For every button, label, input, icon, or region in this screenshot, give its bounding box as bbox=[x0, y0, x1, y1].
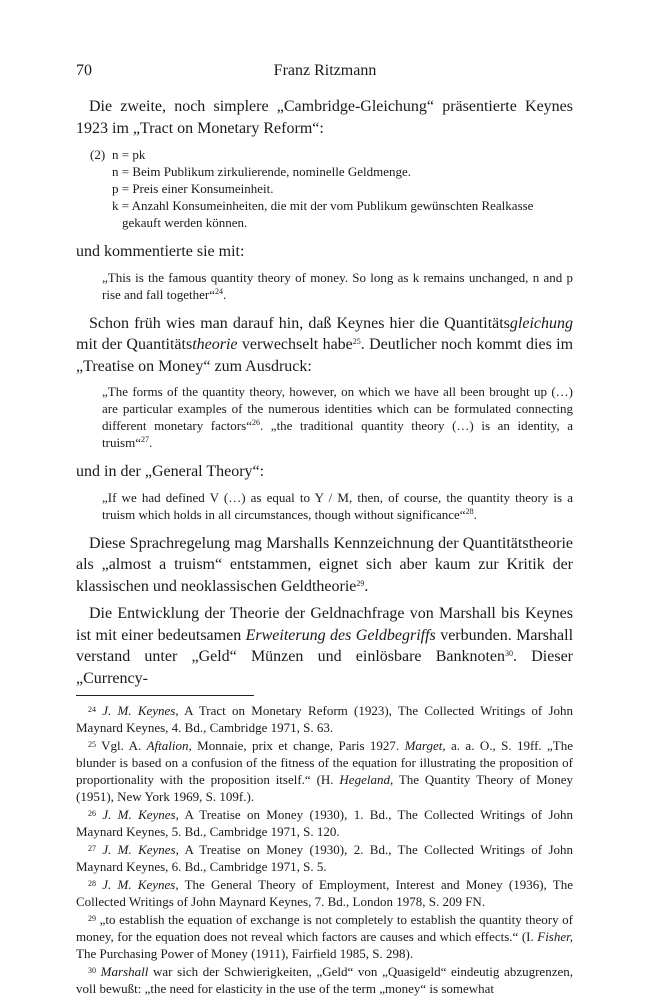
footnote-25: $^{25}$ Vgl. A. Aftalion, Monnaie, prix et change, Paris 1927. Marget, a. a. O., S. 19ff. „The blunder is based on a confusion of the fitness of the equation for illustrating the proposition of proportionality with the proposition itself.“ (H. Hegeland, The Quantity Theory of Money (1951), New York 1969, S. 109f.). bbox=[76, 738, 574, 804]
text-column bbox=[76, 96, 573, 997]
footnote-ref-25: 25 bbox=[352, 337, 361, 346]
formula-definitions bbox=[112, 163, 573, 231]
footnote-ref-28: 28 bbox=[465, 506, 474, 516]
footnote-26: $^{26}$ J. M. Keynes, A Treatise on Money (1930), 1. Bd., The Collected Writings of John Maynard Keynes, 5. Bd., Cambridge 1971, S. 120. bbox=[76, 807, 574, 839]
paragraph-general-theory: und in der „General Theory“: bbox=[76, 463, 265, 480]
formula-def-p: p = Preis einer Konsumeinheit. bbox=[112, 181, 274, 196]
footnote-ref-30: 30 bbox=[505, 649, 514, 658]
running-head: Franz Ritzmann bbox=[273, 62, 377, 79]
formula-def-k: k = Anzahl Konsumeinheiten, die mit der vom Publikum gewünschten Realkasse gekauft werden können. bbox=[112, 198, 534, 230]
footnote-27: $^{27}$ J. M. Keynes, A Treatise on Money (1930), 2. Bd., The Collected Writings of John Maynard Keynes, 6. Bd., Cambridge 1971, S. 5. bbox=[76, 842, 574, 874]
paragraph-marshall: Diese Sprachregelung mag Marshalls Kennzeichnung der Quantitätstheorie als „almost a truism“ entstammen, eignet sich aber kaum zur Kritik der klassischen und neoklassischen Geldtheorie$^{29}$. bbox=[76, 534, 573, 595]
footnote-30: $^{30}$ Marshall war sich der Schwierigkeiten, „Geld“ von „Quasigeld“ eindeutig abzugrenzen, voll bewußt: „the need for elasticity in the use of the term „money“ is somewhat bbox=[76, 964, 573, 996]
footnote-24: $^{24}$ J. M. Keynes, A Tract on Monetary Reform (1923), The Collected Writings of John Maynard Keynes, 4. Bd., Cambridge 1971, S. 63. bbox=[76, 703, 574, 735]
footnote-ref-27: 27 bbox=[141, 435, 149, 444]
quote-general-theory: „If we had defined V (…) as equal to Y / M, then, of course, the quantity theory is a truism which holds in all circumstances, though without significance“$^{28}$. bbox=[102, 489, 573, 522]
paragraph-comment: und kommentierte sie mit: bbox=[76, 243, 245, 260]
formula-number: (2) bbox=[90, 147, 106, 162]
footnote-29: $^{29}$ „to establish the equation of exchange is not completely to establish the quantity theory of money, for the equation does not reveal which factors are causes and which effects.“ (I. Fisher, The Purchasing Power of Money (1911), Fairfield 1985, S. 298). bbox=[76, 912, 573, 961]
footnote-separator bbox=[76, 695, 254, 696]
page-header bbox=[76, 62, 574, 82]
paragraph-confusion: Schon früh wies man darauf hin, daß Keynes hier die Quantitätsgleichung mit der Quantitätstheorie verwechselt habe$^{25}$. Deutlicher noch kommt dies im „Treatise on Money“ zum Ausdruck: bbox=[76, 314, 574, 375]
footnotes bbox=[76, 701, 573, 997]
footnote-ref-26: 26 bbox=[251, 418, 260, 427]
footnote-28: $^{28}$ J. M. Keynes, The General Theory of Employment, Interest and Money (1936), The Collected Writings of John Maynard Keynes, 7. Bd., London 1978, S. 209 FN. bbox=[76, 877, 574, 909]
quote-tract: „This is the famous quantity theory of money. So long as k remains unchanged, n and p rise and fall together“$^{24}$. bbox=[102, 269, 573, 302]
formula-def-n: n = Beim Publikum zirkulierende, nominelle Geldmenge. bbox=[112, 164, 412, 179]
quote-treatise: „The forms of the quantity theory, however, on which we have all been brought up (…) are particular examples of the numerous identities which can be formulated connecting different monetary factors“$^{26}$. „the traditional quantity theory (…) is an identity, a truism“$^{27}$. bbox=[102, 384, 573, 450]
paragraph-money-demand: Die Entwicklung der Theorie der Geldnachfrage von Marshall bis Keynes ist mit einer bedeutsamen Erweiterung des Geldbegriffs verbunden. Marshall verstand unter „Geld“ Münzen und einlösbare Banknoten$^{30}$. Dieser „Currency- bbox=[76, 605, 574, 687]
paragraph-intro: Die zweite, noch simplere „Cambridge-Gleichung“ präsentierte Keynes 1923 im „Tract on Monetary Reform“: bbox=[76, 98, 573, 137]
formula-equation: n = pk bbox=[112, 147, 146, 162]
footnote-ref-29: 29 bbox=[356, 578, 365, 588]
footnote-ref-24: 24 bbox=[214, 286, 223, 296]
page-number: 70 bbox=[76, 62, 92, 79]
formula-block bbox=[90, 146, 573, 231]
